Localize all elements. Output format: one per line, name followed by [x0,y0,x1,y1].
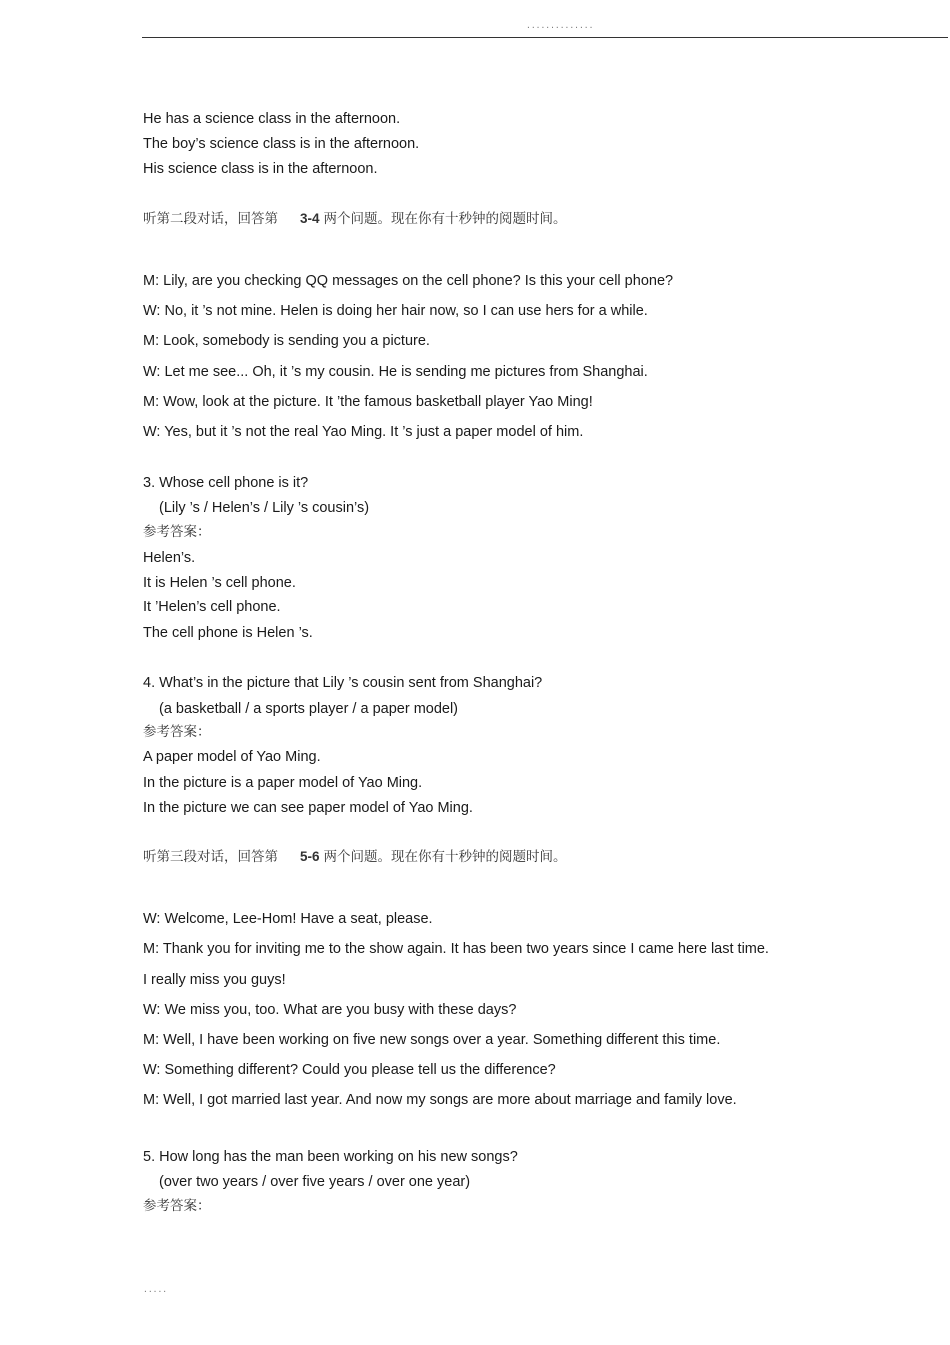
instruction-num: 5-6 [300,849,320,864]
section2-instruction [143,210,567,228]
instruction-post: 两个问题。现在你有十秒钟的阅题时间。 [323,849,567,865]
dialogue-line: M: Look, somebody is sending you a picture. [143,333,430,349]
instruction-post: 两个问题。现在你有十秒钟的阅题时间。 [323,211,567,227]
instruction-pre: 听第二段对话，回答第 [143,211,278,227]
answer-line: It is Helen ’s cell phone. [143,575,296,591]
answer-label: 参考答案： [143,724,211,740]
section3-instruction [143,848,567,866]
dialogue-line: M: Well, I got married last year. And now my songs are more about marriage and family love. [143,1092,737,1108]
dialogue-line: W: Yes, but it ’s not the real Yao Ming. It ’s just a paper model of him. [143,424,584,440]
header-dots: ·············· [526,23,594,32]
instruction-num: 3-4 [300,211,320,226]
dialogue-line: M: Lily, are you checking QQ messages on the cell phone? Is this your cell phone? [143,273,674,289]
answer-line: In the picture we can see paper model of Yao Ming. [143,800,473,816]
question-5: 5. How long has the man been working on his new songs? [143,1149,518,1165]
question-3: 3. Whose cell phone is it? [143,475,309,491]
dialogue-line: I really miss you guys! [143,972,286,988]
dialogue-line: W: No, it ’s not mine. Helen is doing her hair now, so I can use hers for a while. [143,303,648,319]
answer-line: Helen’s. [143,550,196,566]
answer-label: 参考答案： [143,524,211,540]
answer-label: 参考答案： [143,1198,211,1214]
question-4-options: (a basketball / a sports player / a paper model) [159,701,459,717]
header-rule [142,37,948,38]
dialogue-line: W: Let me see... Oh, it ’s my cousin. He is sending me pictures from Shanghai. [143,364,648,380]
question-4: 4. What’s in the picture that Lily ’s cousin sent from Shanghai? [143,675,543,691]
dialogue-line: M: Wow, look at the picture. It ’the famous basketball player Yao Ming! [143,394,593,410]
dialogue-line: W: Welcome, Lee-Hom! Have a seat, please. [143,911,433,927]
question-5-options: (over two years / over five years / over one year) [159,1174,471,1190]
dialogue-line: M: Thank you for inviting me to the show again. It has been two years since I came here last time. [143,941,769,957]
dialogue-line: M: Well, I have been working on five new songs over a year. Something different this time. [143,1032,721,1048]
footer-dots: ····· [143,1287,168,1296]
answer-line: In the picture is a paper model of Yao Ming. [143,775,423,791]
dialogue-line: W: Something different? Could you please tell us the difference? [143,1062,556,1078]
question-3-options: (Lily ’s / Helen’s / Lily ’s cousin’s) [159,500,370,516]
answer-line: The cell phone is Helen ’s. [143,625,313,641]
answer-line: He has a science class in the afternoon. [143,111,401,127]
answer-line: The boy’s science class is in the afternoon. [143,136,420,152]
answer-line: A paper model of Yao Ming. [143,749,321,765]
answer-line: His science class is in the afternoon. [143,161,378,177]
instruction-pre: 听第三段对话，回答第 [143,849,278,865]
dialogue-line: W: We miss you, too. What are you busy with these days? [143,1002,517,1018]
answer-line: It ’Helen’s cell phone. [143,599,281,615]
